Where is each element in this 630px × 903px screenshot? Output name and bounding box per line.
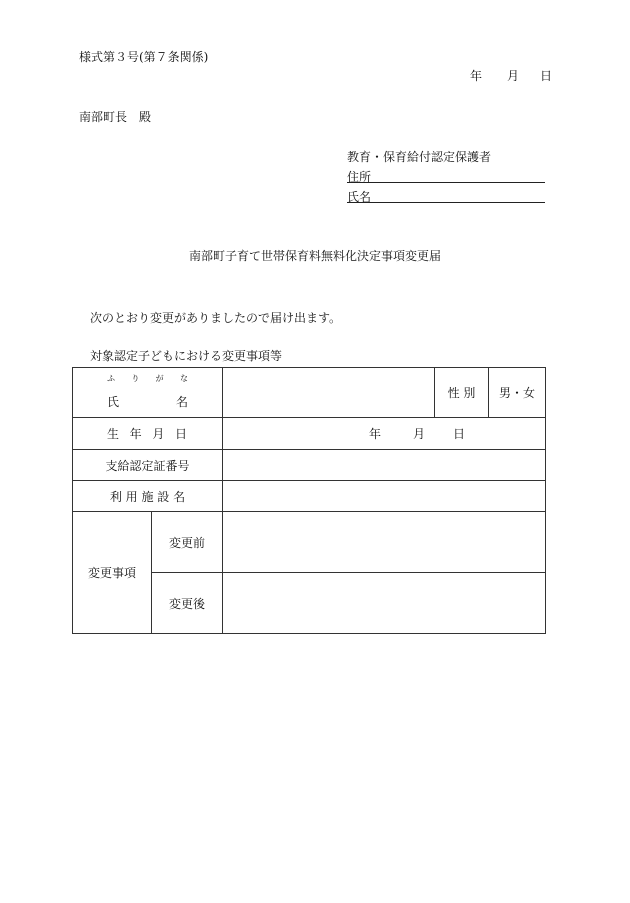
- name-line[interactable]: [347, 202, 545, 203]
- sex-label: 性 別: [435, 368, 489, 418]
- child-name-label: 氏 名: [107, 395, 188, 409]
- birthdate-field[interactable]: [223, 418, 546, 450]
- address-label: 住所: [347, 170, 372, 184]
- furigana-label: ふ り が な: [107, 374, 188, 383]
- before-label: 変更前: [152, 512, 223, 573]
- child-name-field[interactable]: [223, 368, 435, 418]
- addressee: 南部町長 殿: [79, 110, 152, 124]
- address-line[interactable]: [347, 182, 545, 183]
- after-field[interactable]: [223, 573, 546, 634]
- date-year: 年: [470, 69, 483, 83]
- birth-day: 日: [453, 427, 466, 441]
- name-label: 氏名: [347, 190, 372, 204]
- facility-label: 利 用 施 設 名: [73, 481, 223, 512]
- birth-year: 年: [369, 427, 382, 441]
- before-field[interactable]: [223, 512, 546, 573]
- date-month: 月: [507, 69, 520, 83]
- name-label-cell: [73, 368, 223, 418]
- table-caption: 対象認定子どもにおける変更事項等: [90, 349, 283, 363]
- change-form-table: [72, 367, 546, 634]
- change-items-label: 変更事項: [73, 512, 152, 634]
- cert-number-label: 支給認定証番号: [73, 450, 223, 481]
- date-day: 日: [540, 69, 553, 83]
- birthdate-label: 生 年 月 日: [73, 418, 223, 450]
- form-number: 様式第３号(第７条関係): [79, 50, 209, 64]
- sex-value[interactable]: 男・女: [489, 368, 546, 418]
- birth-month: 月: [413, 427, 426, 441]
- cert-number-field[interactable]: [223, 450, 546, 481]
- intro-text: 次のとおり変更がありましたので届け出ます。: [90, 311, 342, 325]
- applicant-role: 教育・保育給付認定保護者: [347, 150, 492, 164]
- document-title: 南部町子育て世帯保育料無料化決定事項変更届: [188, 249, 441, 263]
- after-label: 変更後: [152, 573, 223, 634]
- facility-field[interactable]: [223, 481, 546, 512]
